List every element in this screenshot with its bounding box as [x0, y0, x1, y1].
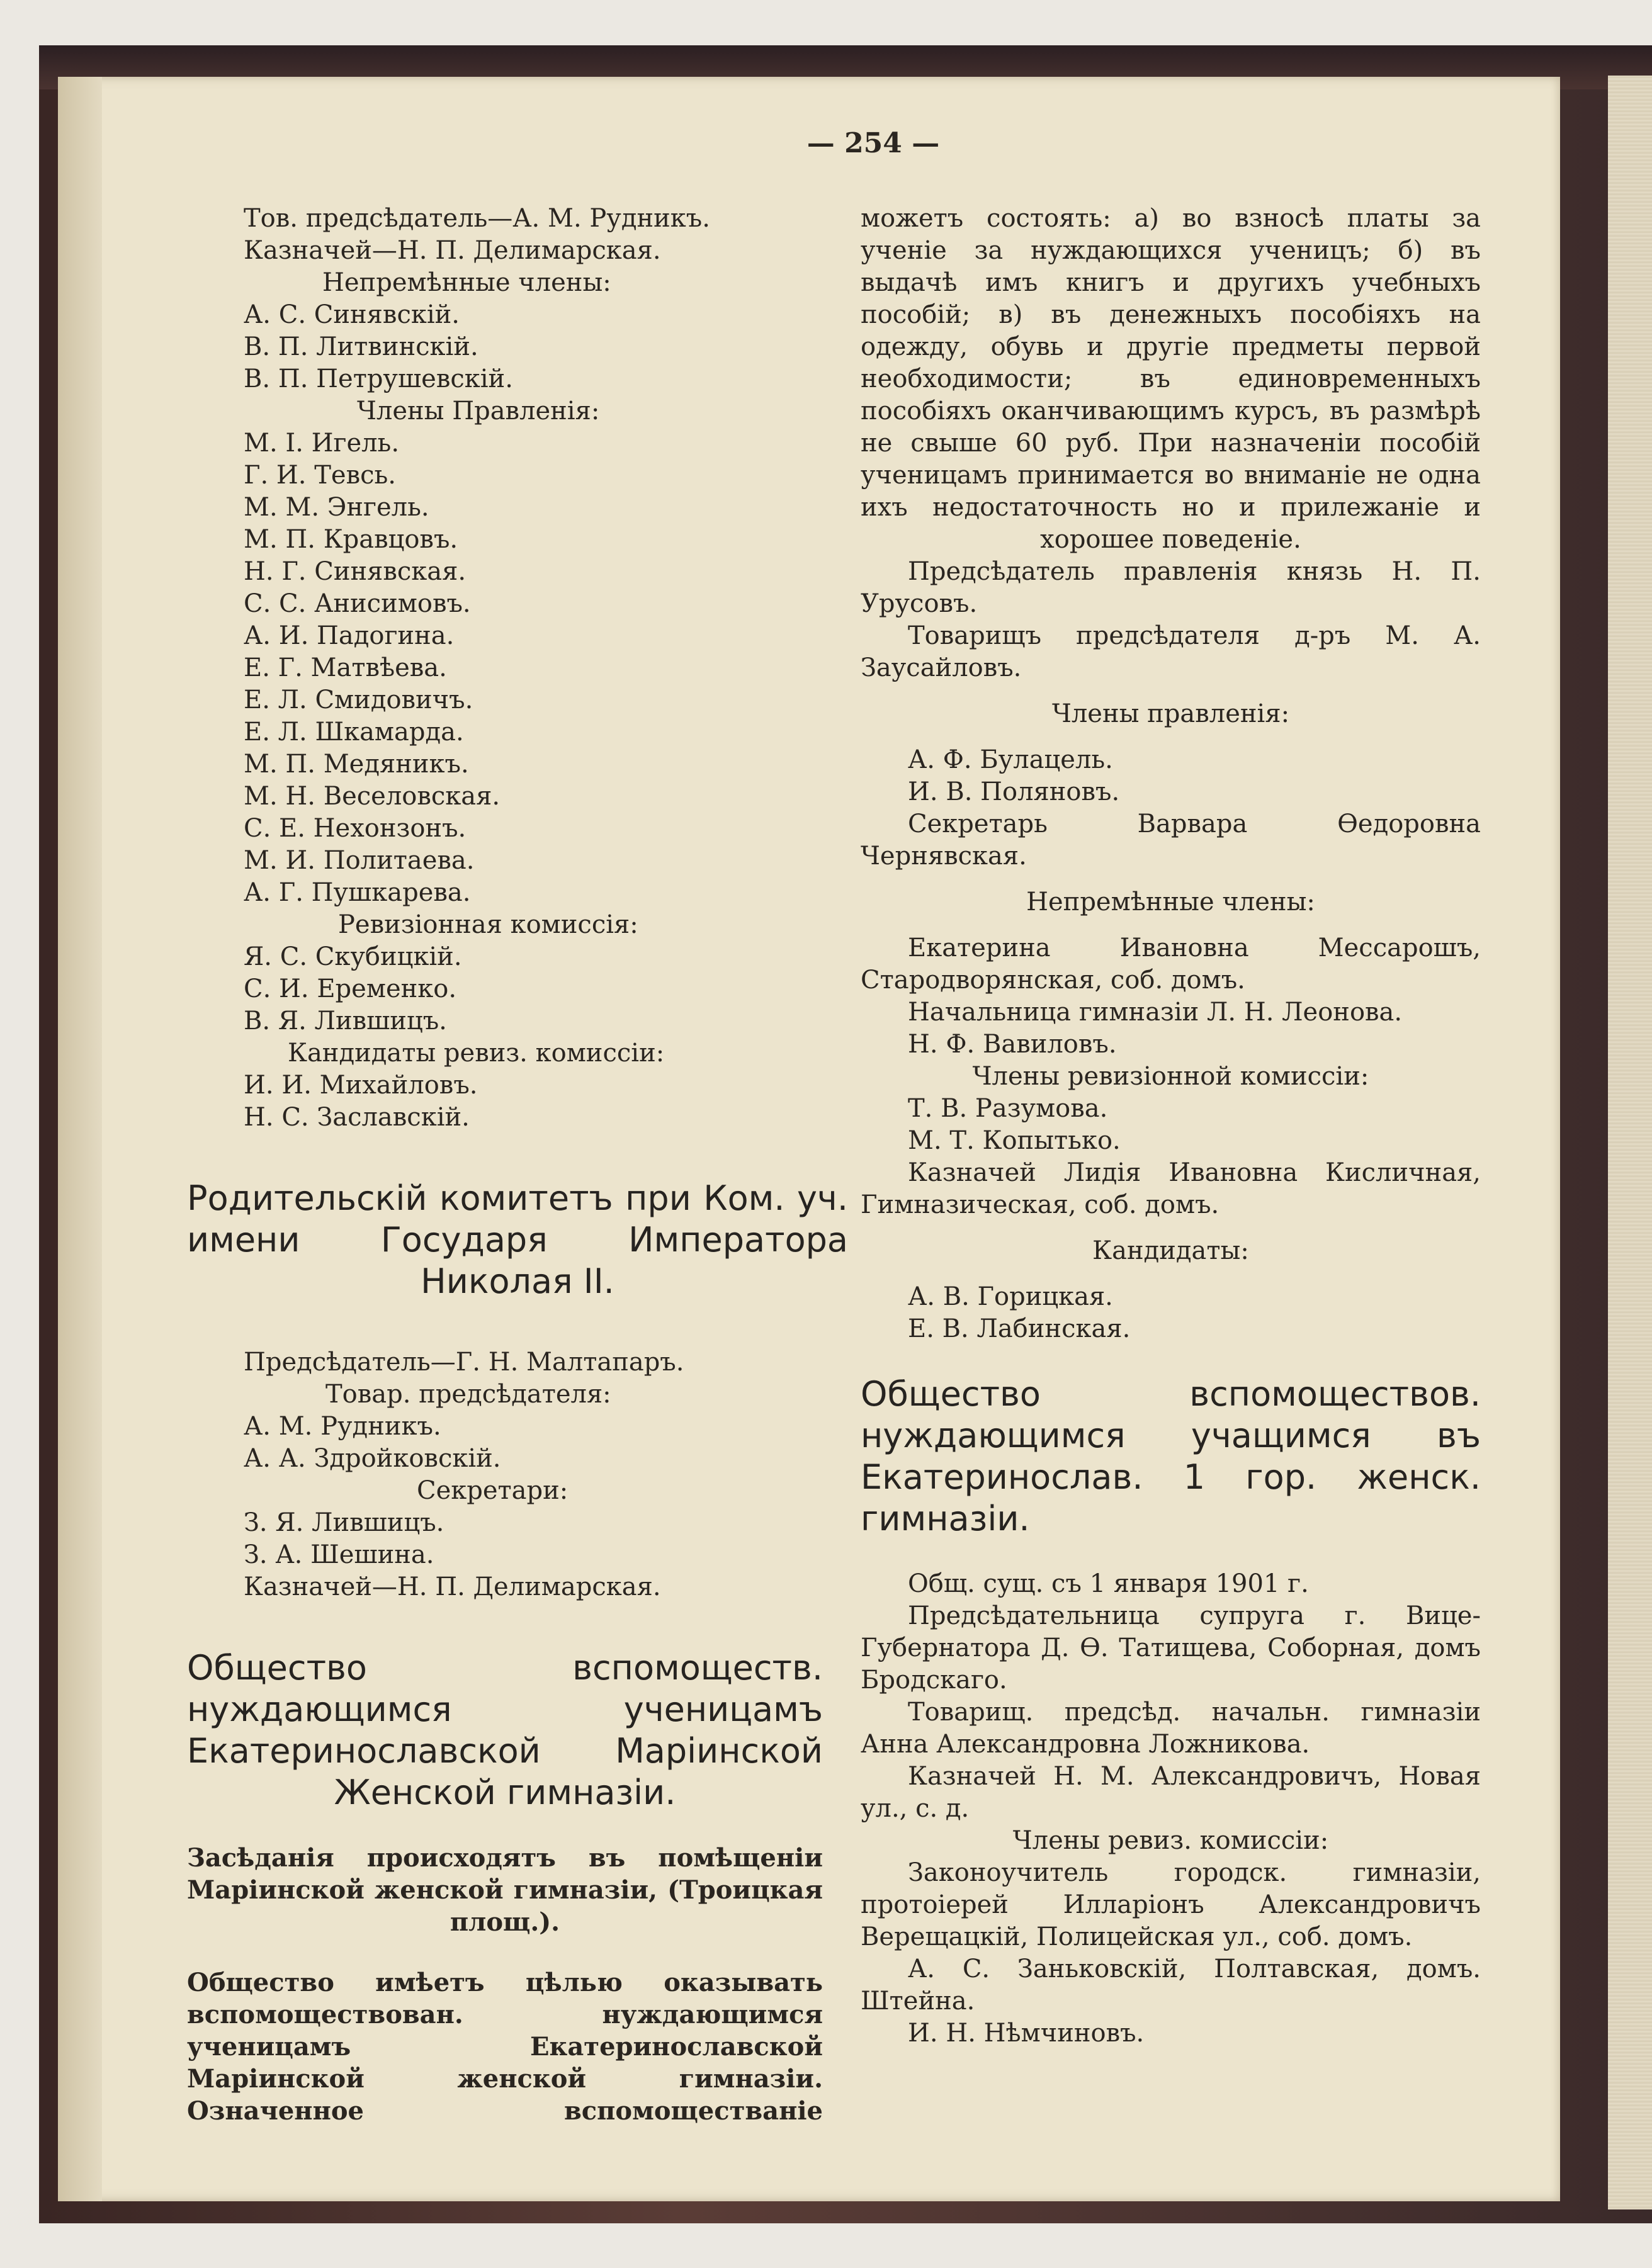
list-item: А. С. Синявскій.: [244, 300, 460, 329]
list-item: М. М. Энгель.: [244, 493, 429, 522]
list-item: Г. И. Тевсь.: [244, 461, 396, 490]
section-label: Ревизіонная комиссія:: [338, 910, 638, 939]
section-label: Члены Правленія:: [357, 397, 600, 426]
paragraph: А. С. Заньковскій, Полтавская, домъ. Штейна.: [861, 1955, 1481, 2016]
list-item: Общ. сущ. съ 1 января 1901 г.: [908, 1569, 1309, 1598]
list-item: Казначей—Н. П. Делимарская.: [244, 1572, 661, 1601]
paragraph: Товарищ. предсѣд. начальн. гимназіи Анна Александровна Ложникова.: [861, 1698, 1481, 1759]
list-item: В. Я. Лившицъ.: [244, 1007, 447, 1035]
paragraph: Товарищъ предсѣдателя д-ръ М. А. Заусайловъ.: [861, 621, 1481, 682]
list-item: А. М. Рудникъ.: [244, 1412, 441, 1441]
right-column: [861, 203, 1481, 2050]
paragraph: можетъ состоять: а) во взносѣ платы за ученіе за нуждающихся ученицъ; б) въ выдачѣ имъ книгъ и другихъ учебныхъ пособій; в) въ денежныхъ пособіяхъ на одежду, обувь и другіе предметы первой необходимости; въ единовременныхъ пособіяхъ оканчивающимъ курсъ, въ размѣрѣ не свыше 60 руб. При назначеніи пособій ученицамъ принимается во вниманіе не одна ихъ недостаточность но и прилежаніе и хорошее поведеніе.: [861, 204, 1481, 554]
list-item: М. П. Кравцовъ.: [244, 525, 458, 554]
list-item: Е. В. Лабинская.: [908, 1314, 1131, 1343]
list-item: С. С. Анисимовъ.: [244, 589, 471, 618]
list-item: И. И. Михайловъ.: [244, 1071, 478, 1100]
paragraph: Общество имѣетъ цѣлью оказывать вспомоществован. нуждающимся ученицамъ Екатеринославской Маріинской женской гимназіи. Означенное вспомоществаніе: [187, 1968, 823, 2126]
list-item: М. Т. Копытько.: [908, 1126, 1121, 1155]
list-item: А. Г. Пушкарева.: [244, 878, 471, 907]
paragraph: Казначей Лидія Ивановна Кисличная, Гимназическая, соб. домъ.: [861, 1158, 1481, 1219]
section-label: Члены ревизіонной комиссіи:: [972, 1062, 1369, 1091]
list-item: Е. Г. Матвѣева.: [244, 653, 447, 682]
section-heading: Общество вспомоществов. нуждающимся учащимся въ Екатеринослав. 1 гор. женск. гимназіи.: [861, 1374, 1481, 1538]
list-item: Н. С. Заславскій.: [244, 1103, 470, 1132]
section-label: Непремѣнные члены:: [322, 268, 611, 297]
section-label: Секретари:: [417, 1476, 569, 1505]
list-item: Е. Л. Шкамарда.: [244, 718, 464, 747]
paragraph: Екатерина Ивановна Мессарошъ, Стародворянская, соб. домъ.: [861, 934, 1481, 995]
list-item: Н. Ф. Вавиловъ.: [908, 1030, 1117, 1059]
list-item: М. Н. Веселовская.: [244, 782, 501, 811]
list-item: С. Е. Нехонзонъ.: [244, 814, 467, 843]
list-item: С. И. Еременко.: [244, 974, 457, 1003]
list-item: В. П. Петрушевскій.: [244, 364, 513, 393]
book-page: [58, 77, 1560, 2201]
list-item: Предсѣдатель—Г. Н. Малтапаръ.: [244, 1348, 684, 1377]
list-item: И. В. Поляновъ.: [908, 777, 1120, 806]
section-heading: Родительскій комитетъ при Ком. уч. имени Государя Императора Николая II.: [187, 1178, 848, 1301]
paragraph: Предсѣдательница супруга г. Вице-Губернатора Д. Ө. Татищева, Соборная, домъ Бродскаго.: [861, 1601, 1481, 1695]
page-number: — 254 —: [806, 127, 940, 159]
list-item: А. Ф. Булацель.: [908, 745, 1113, 774]
list-item: Е. Л. Смидовичъ.: [244, 685, 473, 714]
list-item: А. В. Горицкая.: [908, 1282, 1113, 1311]
list-item: Казначей—Н. П. Делимарская.: [244, 236, 661, 265]
left-column: [187, 203, 883, 2127]
list-item: В. П. Литвинскій.: [244, 332, 478, 361]
list-item: М. І. Игель.: [244, 429, 400, 458]
page-gutter: [58, 77, 102, 2201]
section-label: Члены правленія:: [1051, 699, 1290, 728]
paragraph: Предсѣдатель правленія князь Н. П. Урусовъ.: [861, 557, 1481, 618]
list-item: А. А. Здройковскій.: [244, 1444, 501, 1473]
list-item: З. Я. Лившицъ.: [244, 1508, 444, 1537]
section-label: Члены ревиз. комиссіи:: [1012, 1826, 1329, 1855]
list-item: М. П. Медяникъ.: [244, 750, 469, 779]
list-item: Н. Г. Синявская.: [244, 557, 467, 586]
section-label: Кандидаты ревиз. комиссіи:: [288, 1039, 665, 1068]
section-label: Кандидаты:: [1092, 1236, 1249, 1265]
paragraph: Секретарь Варвара Өедоровна Чернявская.: [861, 810, 1481, 871]
list-item: И. Н. Нѣмчиновъ.: [908, 2019, 1145, 2048]
list-item: Т. В. Разумова.: [908, 1094, 1108, 1123]
paragraph: Казначей Н. М. Александровичъ, Новая ул., с. д.: [861, 1762, 1481, 1823]
section-label: Товар. предсѣдателя:: [325, 1380, 611, 1409]
paragraph: Законоучитель городск. гимназіи, протоіерей Илларіонъ Александровичъ Верещацкій, Полицейская ул., соб. домъ.: [861, 1858, 1481, 1951]
list-item: А. И. Падогина.: [244, 621, 455, 650]
section-label: Непремѣнные члены:: [1026, 888, 1315, 917]
list-item: М. И. Политаева.: [244, 846, 475, 875]
list-item: Тов. предсѣдатель—А. М. Рудникъ.: [244, 204, 710, 233]
paragraph: Засѣданія происходятъ въ помѣщеніи Маріинской женской гимназіи, (Троицкая площ.).: [187, 1843, 823, 1937]
list-item: Я. С. Скубицкій.: [244, 942, 462, 971]
page-fore-edge: [1608, 76, 1652, 2209]
section-heading: Общество вспомоществ. нуждающимся ученицамъ Екатеринославской Маріинской Женской гимназіи.: [187, 1648, 823, 1812]
list-item: Начальница гимназіи Л. Н. Леонова.: [908, 998, 1403, 1027]
list-item: З. А. Шешина.: [244, 1540, 434, 1569]
